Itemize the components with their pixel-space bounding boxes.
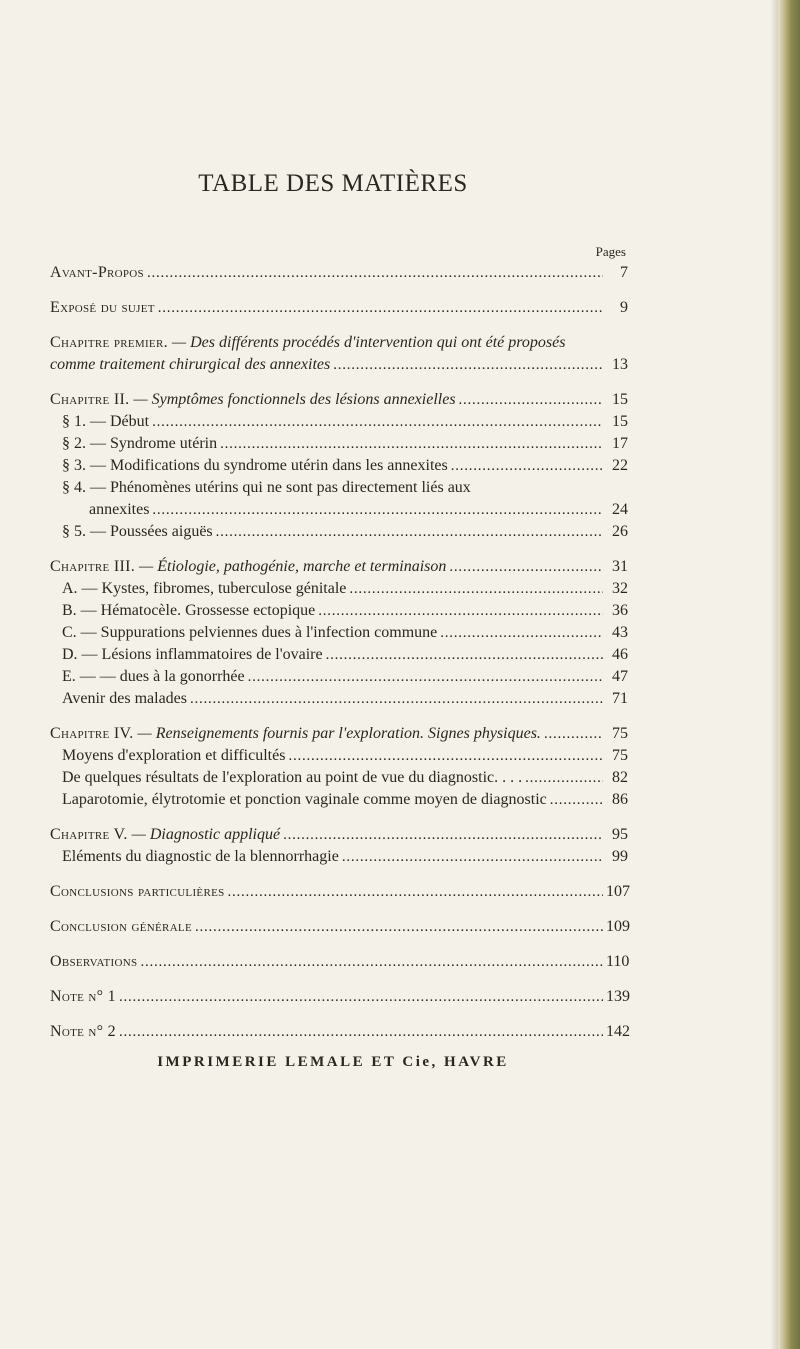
leader-dots <box>440 622 603 644</box>
toc-entry-page: 110 <box>606 953 630 970</box>
toc-entry-page: 107 <box>606 883 630 900</box>
toc-entry-label: D. — Lésions inflammatoires de l'ovaire <box>62 646 323 663</box>
toc-entry-section <box>50 521 628 543</box>
toc-entry-label: Eléments du diagnostic de la blennorrhagie <box>62 848 339 865</box>
toc-entry-label: Conclusion générale <box>50 918 192 935</box>
chapter-prefix: Chapitre IV. <box>50 725 134 742</box>
toc-entry-label: Exposé du sujet <box>50 299 155 316</box>
chapter-title-continued: comme traitement chirurgical des annexites <box>50 356 331 373</box>
toc-entry-section <box>50 578 628 600</box>
leader-dots <box>158 297 603 319</box>
leader-dots <box>283 824 603 846</box>
toc-entry-page: 32 <box>612 580 628 597</box>
toc-entry-label: § 3. — Modifications du syndrome utérin dans les annexites <box>62 457 448 474</box>
toc-entry-label: Conclusions particulières <box>50 883 225 900</box>
toc-entry-note-1 <box>50 986 628 1008</box>
toc-entry-page: 7 <box>620 264 628 281</box>
page-edge-shadow <box>770 0 778 1349</box>
toc-entry-label: § 1. — Début <box>62 413 150 430</box>
leader-dots <box>119 986 603 1008</box>
toc-entry-section <box>50 666 628 688</box>
toc-entry-label: Note n° 1 <box>50 988 116 1005</box>
toc-entry-page: 36 <box>612 602 628 619</box>
leader-dots <box>451 455 603 477</box>
toc-entry-page: 26 <box>612 523 628 540</box>
toc-entry-page: 17 <box>612 435 628 452</box>
toc-entry-page: 13 <box>612 356 628 373</box>
toc-entry-label: Observations <box>50 953 138 970</box>
toc-entry-label: annexites <box>89 501 150 518</box>
leader-dots <box>152 499 603 521</box>
page-title: TABLE DES MATIÈRES <box>198 170 468 197</box>
toc-entry-section <box>50 455 628 477</box>
toc-entry-section <box>50 622 628 644</box>
toc-entry-chapter-5 <box>50 824 628 846</box>
toc-entry-observations <box>50 951 628 973</box>
leader-dots <box>544 723 603 745</box>
toc-entry-chapter-3 <box>50 556 628 578</box>
leader-dots <box>326 644 603 666</box>
toc-entry-avant-propos <box>50 262 628 284</box>
toc-entry-page: 47 <box>612 668 628 685</box>
leader-dots <box>147 262 603 284</box>
toc-entry-chapter-1-line-1 <box>50 332 628 354</box>
toc-entry-page: 109 <box>606 918 630 935</box>
toc-entry-section <box>50 745 628 767</box>
printer-imprint: IMPRIMERIE LEMALE ET Cie, HAVRE <box>157 1054 509 1070</box>
toc-entry-page: 95 <box>612 826 628 843</box>
leader-dots <box>349 578 603 600</box>
toc-entry-section-line-1: § 4. — Phénomènes utérins qui ne sont pas directement liés aux <box>62 479 471 496</box>
toc-entry-page: 139 <box>606 988 630 1005</box>
leader-dots <box>449 556 603 578</box>
toc-entry-expose <box>50 297 628 319</box>
chapter-title: — Diagnostic appliqué <box>127 826 281 843</box>
toc-entry-page: 142 <box>606 1023 630 1040</box>
toc-entry-label: Laparotomie, élytrotomie et ponction vaginale comme moyen de diagnostic <box>62 791 547 808</box>
leader-dots <box>140 951 603 973</box>
toc-entry-section <box>50 767 628 789</box>
toc-entry-page: 46 <box>612 646 628 663</box>
toc-entry-section <box>50 600 628 622</box>
pages-column-label: Pages <box>595 244 626 259</box>
leader-dots <box>228 881 603 903</box>
leader-dots <box>248 666 603 688</box>
toc-entry-chapter-1-line-2 <box>50 354 628 376</box>
chapter-title: — Renseignements fournis par l'exploration. Signes physiques. <box>133 725 541 742</box>
toc-entry-section <box>50 411 628 433</box>
toc-entry-page: 99 <box>612 848 628 865</box>
toc-entry-label: Note n° 2 <box>50 1023 116 1040</box>
chapter-title: — Des différents procédés d'intervention qui ont été proposés <box>167 334 566 351</box>
chapter-prefix: Chapitre II. <box>50 391 130 408</box>
toc-entry-conclusion-generale <box>50 916 628 938</box>
toc-entry-section <box>50 789 628 811</box>
leader-dots <box>220 433 603 455</box>
toc-entry-note-2 <box>50 1021 628 1043</box>
leader-dots <box>550 789 603 811</box>
leader-dots <box>195 916 603 938</box>
chapter-title: — Étiologie, pathogénie, marche et terminaison <box>135 558 447 575</box>
toc-entry-label: E. — — dues à la gonorrhée <box>62 668 245 685</box>
leader-dots <box>288 745 603 767</box>
toc-entry-conclusions-particulieres <box>50 881 628 903</box>
chapter-prefix: Chapitre V. <box>50 826 128 843</box>
toc-entry-label: A. — Kystes, fibromes, tuberculose génitale <box>62 580 347 597</box>
toc-entry-page: 71 <box>612 690 628 707</box>
toc-entry-label: De quelques résultats de l'exploration au point de vue du diagnostic. . . . <box>62 769 523 786</box>
leader-dots <box>333 354 603 376</box>
toc-entry-page: 82 <box>612 769 628 786</box>
toc-entry-section <box>50 433 628 455</box>
toc-entry-label: § 2. — Syndrome utérin <box>62 435 218 452</box>
toc-entry-section <box>50 644 628 666</box>
leader-dots <box>525 767 603 789</box>
toc-entry-page: 22 <box>612 457 628 474</box>
leader-dots <box>342 846 603 868</box>
toc-entry-chapter-2 <box>50 389 628 411</box>
toc-entry-page: 75 <box>612 747 628 764</box>
table-of-contents <box>50 262 628 1043</box>
toc-entry-page: 15 <box>612 391 628 408</box>
chapter-prefix: Chapitre premier. <box>50 334 168 351</box>
toc-entry-label: Moyens d'exploration et difficultés <box>62 747 286 764</box>
chapter-title: — Symptômes fonctionnels des lésions annexielles <box>129 391 456 408</box>
chapter-prefix: Chapitre III. <box>50 558 135 575</box>
toc-entry-page: 9 <box>620 299 628 316</box>
toc-entry-label: B. — Hématocèle. Grossesse ectopique <box>62 602 316 619</box>
page-edge <box>778 0 800 1349</box>
leader-dots <box>216 521 603 543</box>
leader-dots <box>190 688 603 710</box>
toc-entry-page: 15 <box>612 413 628 430</box>
toc-entry-chapter-4 <box>50 723 628 745</box>
leader-dots <box>152 411 603 433</box>
toc-entry-page: 75 <box>612 725 628 742</box>
toc-entry-label: Avant-Propos <box>50 264 144 281</box>
toc-entry-page: 24 <box>612 501 628 518</box>
leader-dots <box>459 389 603 411</box>
toc-entry-section <box>50 846 628 868</box>
toc-entry-label: Avenir des malades <box>62 690 187 707</box>
toc-entry-page: 86 <box>612 791 628 808</box>
toc-entry-label: C. — Suppurations pelviennes dues à l'infection commune <box>62 624 438 641</box>
toc-entry-page: 31 <box>612 558 628 575</box>
toc-entry-label: § 5. — Poussées aiguës <box>62 523 213 540</box>
toc-entry-page: 43 <box>612 624 628 641</box>
leader-dots <box>318 600 603 622</box>
toc-entry-section-line-2 <box>50 499 628 521</box>
leader-dots <box>119 1021 603 1043</box>
toc-entry-section <box>50 688 628 710</box>
